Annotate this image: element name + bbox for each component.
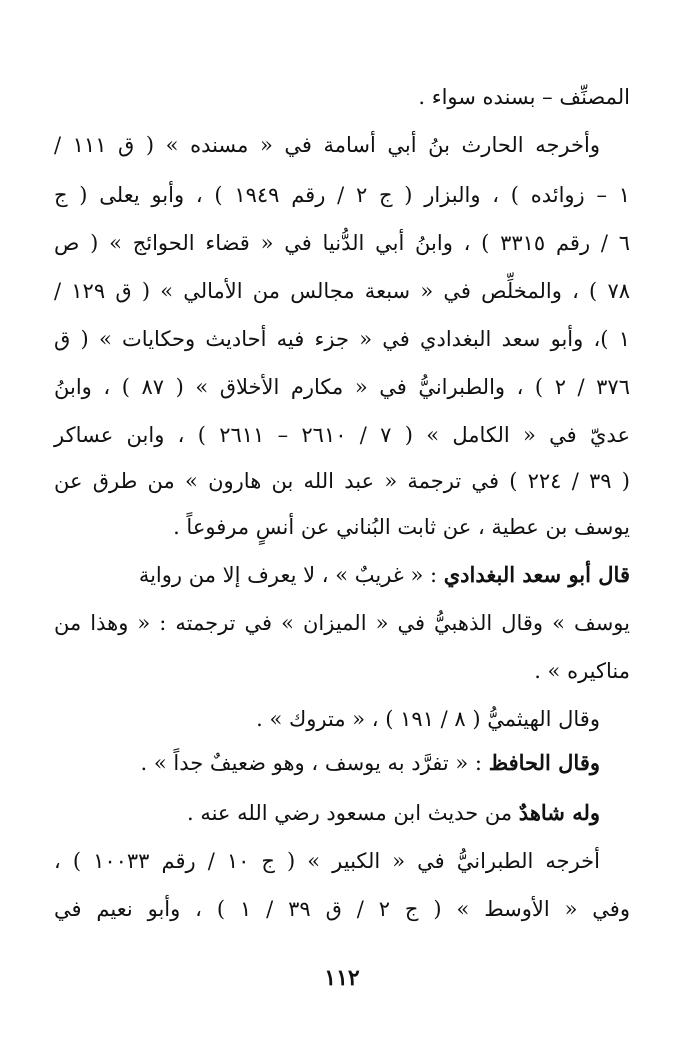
- text-line-6: ١ )، وأبو سعد البغدادي في « جزء فيه أحاديث وحكايات » ( ق: [54, 327, 630, 351]
- text-line-18: وفي « الأوسط » ( ج ٢ / ق ٣٩ / ١ ) ، وأبو نعيم في: [54, 897, 630, 921]
- text-line-12: يوسف » وقال الذهبيُّ في « الميزان » في ترجمته : « وهذا من: [54, 611, 630, 635]
- quote-rest: لا يعرف إلا من رواية: [138, 563, 316, 587]
- text-line-11: [54, 560, 630, 590]
- separator: [512, 801, 519, 825]
- text-line-2: وأخرجه الحارث بنُ أبي أسامة في « مسنده » ( ق ١١١ /: [54, 133, 600, 157]
- text-line-14: وقال الهيثميُّ ( ٨ / ١٩١ ) ، « متروك » .: [256, 707, 600, 731]
- text-line-4: ٦ / رقم ٣٣١٥ ) ، وابنُ أبي الدُّنيا في « قضاء الحوائج » ( ص: [54, 231, 630, 255]
- text-line-15: [54, 748, 630, 778]
- hafiz-label: وقال الحافظ: [488, 750, 600, 775]
- hafiz-quote: « تفرَّد به يوسف ، وهو ضعيفٌ جداً » .: [140, 751, 469, 775]
- text-line-17: أخرجه الطبرانيُّ في « الكبير » ( ج ١٠ / رقم ١٠٠٣٣ ) ،: [54, 849, 600, 873]
- witness-text: من حديث ابن مسعود رضي الله عنه .: [186, 801, 513, 825]
- separator: :: [468, 751, 489, 775]
- quote-part: : « غريبٌ » ،: [315, 563, 444, 587]
- text-line-9: ( ٣٩ / ٢٢٤ ) في ترجمة « عبد الله بن هارون » من طرق عن: [54, 469, 630, 493]
- text-line-8: عديّ في « الكامل » ( ٧ / ٢٦١٠ – ٢٦١١ ) ، وابن عساكر: [54, 423, 630, 447]
- witness-label: وله شاهدٌ: [518, 800, 600, 825]
- speaker-name: قال أبو سعد البغدادي: [443, 562, 630, 587]
- page-number: ١١٢: [324, 965, 360, 991]
- text-line-1: المصنِّف – بسنده سواء .: [418, 85, 630, 109]
- text-line-5: ٧٨ ) ، والمخلِّص في « سبعة مجالس من الأمالي » ( ق ١٢٩ /: [54, 279, 630, 303]
- text-line-10: يوسف بن عطية ، عن ثابت البُناني عن أنسٍ مرفوعاً .: [173, 515, 630, 539]
- text-line-3: ١ – زوائده ) ، والبزار ( ج ٢ / رقم ١٩٤٩ ) ، وأبو يعلى ( ج: [54, 183, 630, 207]
- text-line-13: مناكيره » .: [534, 659, 630, 683]
- text-line-16: [54, 798, 630, 828]
- text-line-7: ٣٧٦ / ٢ ) ، والطبرانيُّ في « مكارم الأخلاق » ( ٨٧ ) ، وابنُ: [54, 375, 630, 399]
